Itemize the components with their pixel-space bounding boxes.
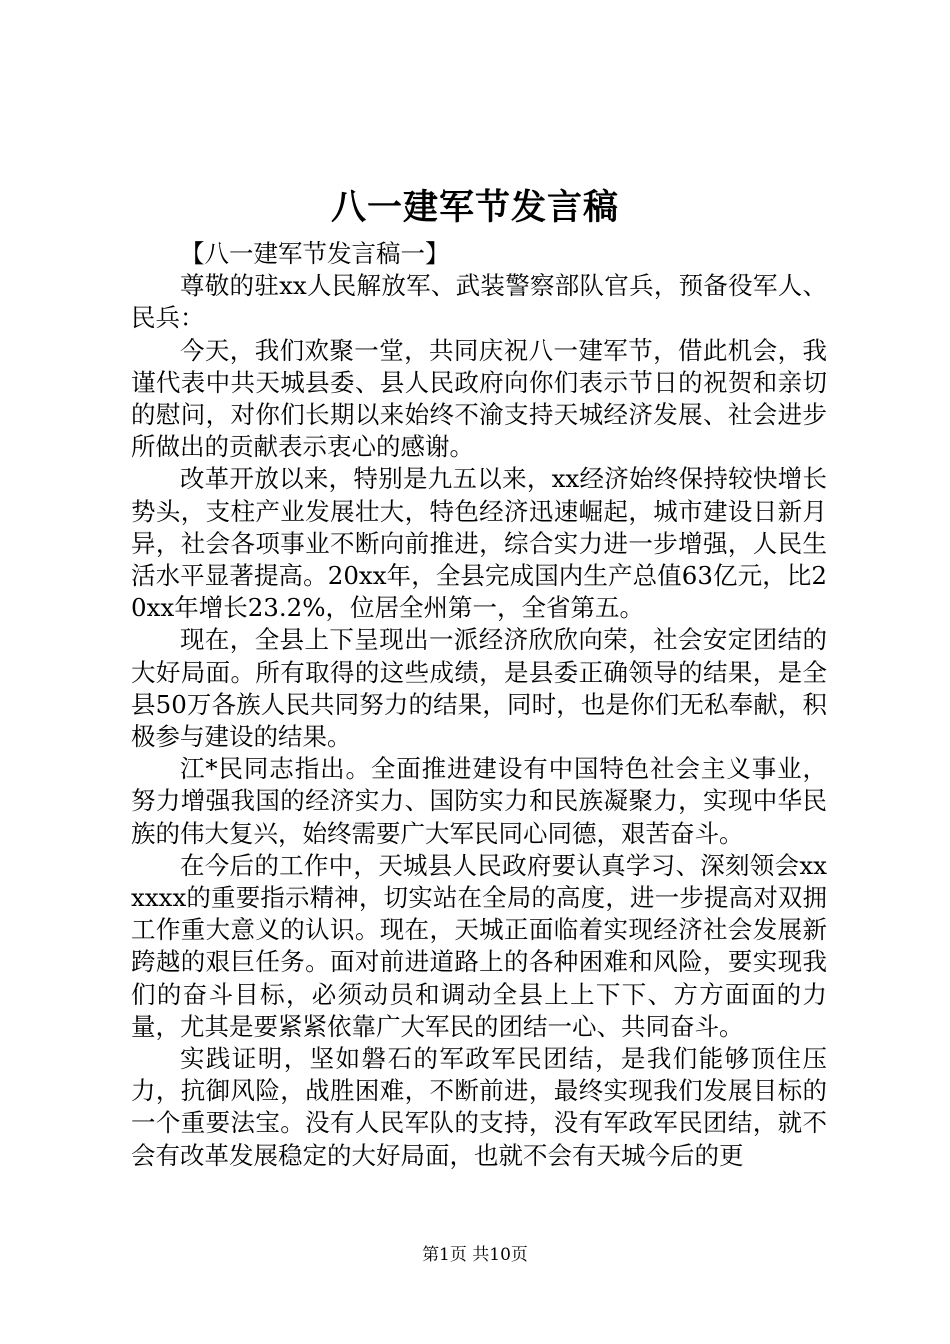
section-heading: 【八一建军节发言稿一】 — [180, 239, 450, 268]
document-title: 八一建军节发言稿 — [330, 187, 619, 228]
paragraph: 实践证明，坚如磐石的军政军民团结，是我们能够顶住压力，抗御风险，战胜困难，不断前进，最终实现我们发展目标的一个重要法宝。没有人民军队的支持，没有军政军民团结，就不会有改革发展稳定的大好局面，也就不会有天城今后的更 — [131, 1044, 827, 1170]
paragraph: 今天，我们欢聚一堂，共同庆祝八一建军节，借此机会，我谨代表中共天城县委、县人民政府向你们表示节日的祝贺和亲切的慰问，对你们长期以来始终不渝支持天城经济发展、社会进步所做出的贡献表示衷心的感谢。 — [131, 335, 827, 462]
paragraph: 改革开放以来，特别是九五以来，xx经济始终保持较快增长势头，支柱产业发展壮大，特色经济迅速崛起，城市建设日新月异，社会各项事业不断向前推进，综合实力进一步增强，人民生活水平显著提高。20xx年，全县完成国内生产总值63亿元，比20xx年增长23.2%，位居全州第一，全省第五。 — [131, 464, 827, 623]
paragraph: 现在，全县上下呈现出一派经济欣欣向荣，社会安定团结的大好局面。所有取得的这些成绩，是县委正确领导的结果，是全县50万各族人民共同努力的结果，同时，也是你们无私奉献，积极参与建设的结果。 — [131, 625, 827, 752]
paragraph: 在今后的工作中，天城县人民政府要认真学习、深刻领会xxxxxx的重要指示精神，切实站在全局的高度，进一步提高对双拥工作重大意义的认识。现在，天城正面临着实现经济社会发展新跨越的艰巨任务。面对前进道路上的各种困难和风险，要实现我们的奋斗目标，必须动员和调动全县上上下下、方方面面的力量，尤其是要紧紧依靠广大军民的团结一心、共同奋斗。 — [131, 850, 827, 1041]
paragraph: 江*民同志指出。全面推进建设有中国特色社会主义事业，努力增强我国的经济实力、国防实力和民族凝聚力，实现中华民族的伟大复兴，始终需要广大军民同心同德，艰苦奋斗。 — [131, 754, 827, 848]
document-body — [131, 238, 827, 1172]
page-footer: 第1页 共10页 — [422, 1245, 528, 1265]
paragraph-salutation: 尊敬的驻xx人民解放军、武装警察部队官兵，预备役军人、民兵： — [131, 271, 827, 333]
